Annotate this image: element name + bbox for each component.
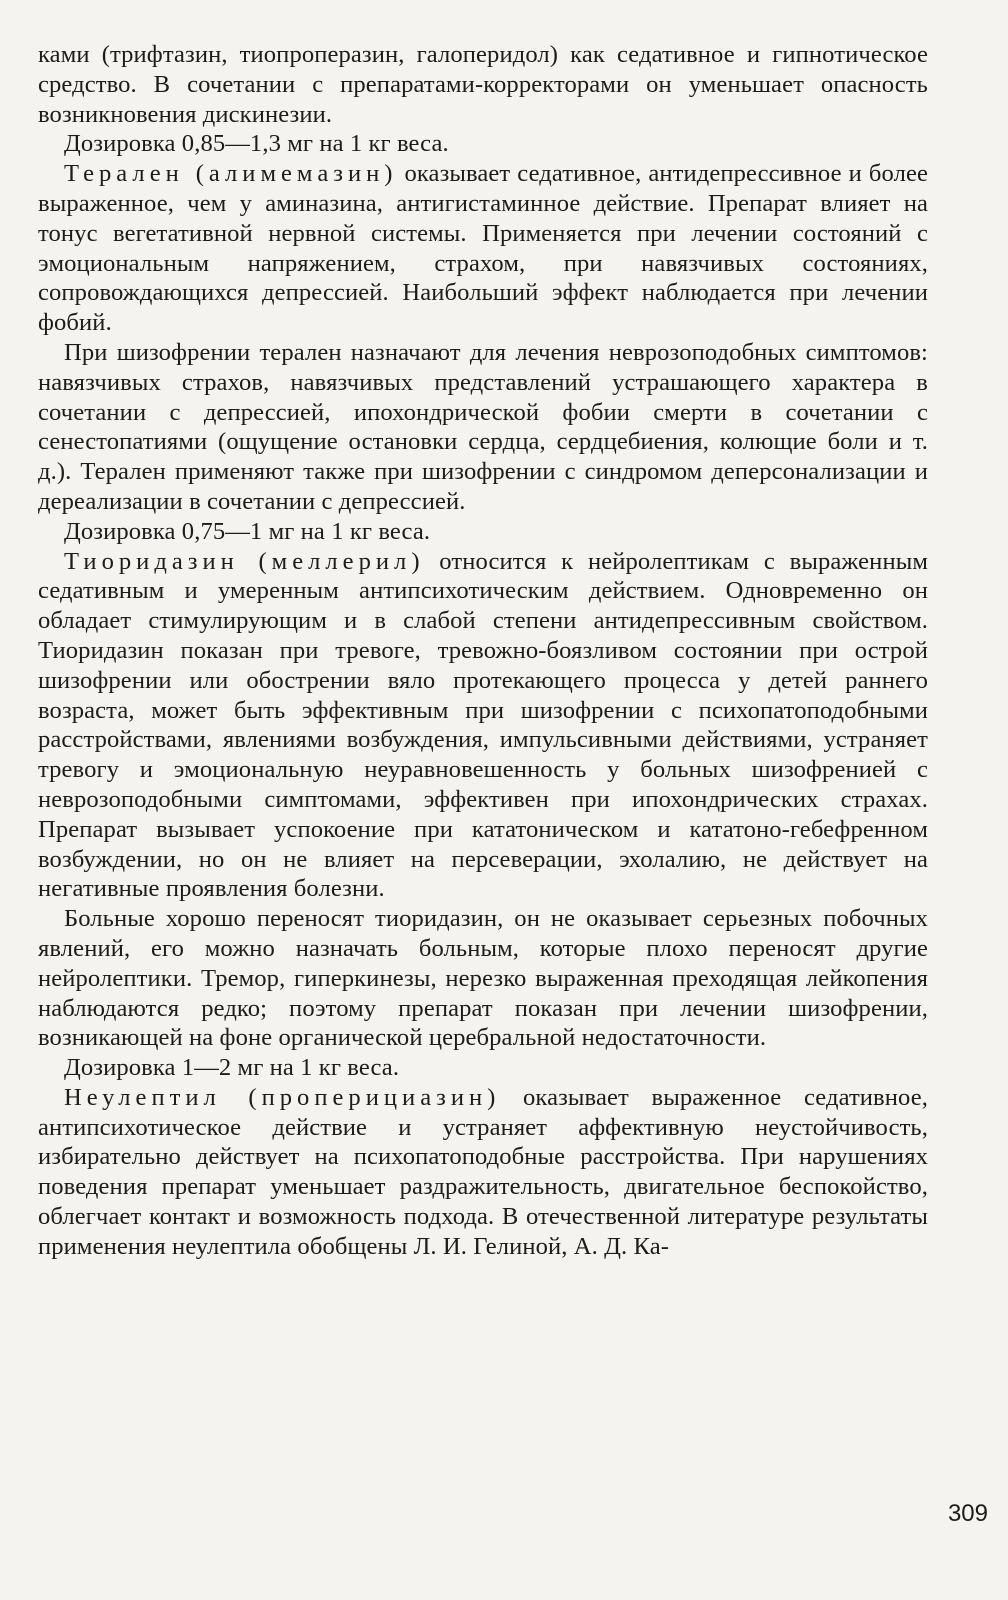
paragraph-dosage-teralen-prev	[38, 129, 928, 159]
paragraph-text: ками (трифтазин, тиопроперазин, галоперидол) как седативное и гипнотическое средство. В сочетании с препаратами-корректорами он уменьшает опасность возникновения дискинезии.	[38, 41, 928, 128]
paragraph-neuleptil	[38, 1083, 928, 1262]
paragraph-thioridazine-tolerance	[38, 904, 928, 1053]
paragraph-text: относится к нейролептикам с выраженным седативным и умеренным антипсихотическим действием. Одновременно он обладает стимулирующим и в слабой степени антидепрессивным свойством. Тиоридазин показан при тревоге, тревожно-боязливом состоянии при острой шизофрении или обострении вяло протекающего процесса у детей раннего возраста, может быть эффективным при шизофрении с психопатоподобными расстройствами, явлениями возбуждения, импульсивными действиями, устраняет тревогу и эмоциональную неуравновешенность у больных шизофренией с неврозоподобными симптомами, эффективен при ипохондрических страхах. Препарат вызывает успокоение при кататоническом и кататоно-гебефренном возбуждении, но он не влияет на персеверации, эхолалию, не действует на негативные проявления болезни.	[38, 547, 928, 903]
paragraph-text: Дозировка 1—2 мг на 1 кг веса.	[64, 1054, 400, 1082]
paragraph-text: Дозировка 0,75—1 мг на 1 кг веса.	[64, 517, 431, 545]
page-number: 309	[947, 1500, 988, 1527]
body-text	[38, 40, 928, 1262]
paragraph-text: При шизофрении терален назначают для лечения неврозоподобных симптомов: навязчивых страхов, навязчивых представлений устрашающего характера в сочетании с депрессией, ипохондрической фобии смерти в сочетании с сенестопатиями (ощущение остановки сердца, сердцебиения, колющие боли и т. д.). Терален применяют также при шизофрении с синдромом деперсонализации и дереализации в сочетании с депрессией.	[38, 338, 928, 515]
drug-name: Тиоридазин (меллерил)	[64, 547, 425, 575]
book-page	[38, 40, 928, 1570]
paragraph-text: оказывает седативное, антидепрессивное и более выраженное, чем у аминазина, антигистаминное действие. Препарат влияет на тонус вегетативной нервной системы. Применяется при лечении состояний с эмоциональным напряжением, страхом, при навязчивых состояниях, сопровождающихся депрессией. Наибольший эффект наблюдается при лечении фобий.	[38, 160, 928, 337]
paragraph-text: Больные хорошо переносят тиоридазин, он не оказывает серьезных побочных явлений, его можно назначать больным, которые плохо переносят другие нейролептики. Тремор, гиперкинезы, нерезко выраженная преходящая лейкопения наблюдаются редко; поэтому препарат показан при лечении шизофрении, возникающей на фоне органической церебральной недостаточности.	[38, 905, 928, 1052]
paragraph-teralen-schizophrenia	[38, 338, 928, 517]
drug-name: Терален (алимемазин)	[64, 160, 398, 188]
paragraph-dosage-thioridazine	[38, 1053, 928, 1083]
paragraph-dosage-teralen	[38, 517, 928, 547]
paragraph-teralen	[38, 159, 928, 338]
drug-name: Неулептил (проперициазин)	[64, 1083, 501, 1111]
paragraph-text: Дозировка 0,85—1,3 мг на 1 кг веса.	[64, 130, 449, 158]
paragraph-continuation	[38, 40, 928, 129]
paragraph-thioridazine	[38, 547, 928, 905]
paragraph-text: оказывает выраженное седативное, антипсихотическое действие и устраняет аффективную неустойчивость, избирательно действует на психопатоподобные расстройства. При нарушениях поведения препарат уменьшает раздражительность, двигательное беспокойство, облегчает контакт и возможность подхода. В отечественной литературе результаты применения неулептила обобщены Л. И. Гелиной, А. Д. Ка-	[38, 1083, 928, 1260]
